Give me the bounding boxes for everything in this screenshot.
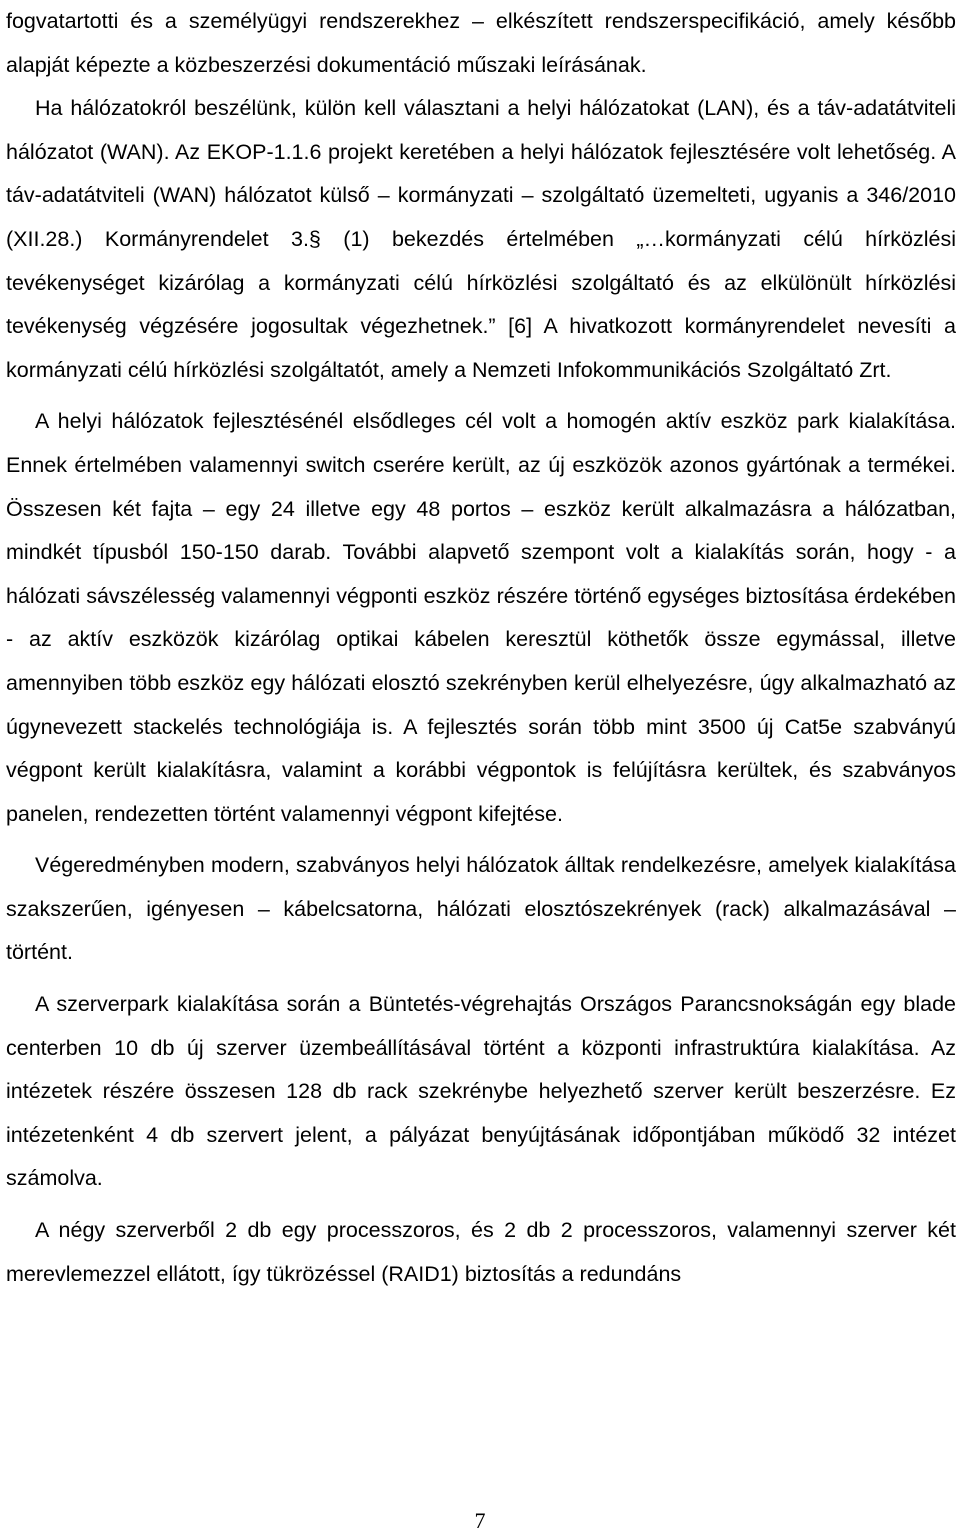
document-page — [6, 0, 956, 1537]
paragraph-server-park: A szerverpark kialakítása során a Büntetés-végrehajtás Országos Parancsnokságán egy blade centerben 10 db új szerver üzembeállításával történt a központi infrastruktúra kialakítása. Az intézetek részére összesen 128 db rack szekrénybe helyezhető szerver került beszerzésre. Ez intézetenként 4 db szervert jelent, a pályázat benyújtásának időpontjában működő 32 intézet számolva. — [6, 992, 956, 1191]
page-number: 7 — [474, 1508, 486, 1533]
paragraph-networks: Ha hálózatokról beszélünk, külön kell választani a helyi hálózatokat (LAN), és a táv-adatátviteli hálózatot (WAN). Az EKOP-1.1.6 projekt keretében a helyi hálózatok fejlesztésére volt lehetőség. A táv-adatátviteli (WAN) hálózatot külső – kormányzati – szolgáltató üzemelteti, ugyanis a 346/2010 (XII.28.) Kormányrendelet 3.§ (1) bekezdés értelmében „…kormányzati célú hírközlési tevékenységet kizárólag a kormányzati célú hírközlési szolgáltató és az elkülönült hírközlési tevékenység végzésére jogosultak végezhetnek.” [6] A hivatkozott kormányrendelet nevesíti a kormányzati célú hírközlési szolgáltatót, amely a Nemzeti Infokommunikációs Szolgáltató Zrt. — [6, 96, 956, 382]
document-body — [6, 0, 956, 1296]
paragraph-result: Végeredményben modern, szabványos helyi hálózatok álltak rendelkezésre, amelyek kialakítása szakszerűen, igényesen – kábelcsatorna, hálózati elosztószekrények (rack) alkalmazásával – történt. — [6, 853, 956, 965]
paragraph-continuation: fogvatartotti és a személyügyi rendszerekhez – elkészített rendszerspecifikáció, amely később alapját képezte a közbeszerzési dokumentáció műszaki leírásának. — [6, 9, 956, 77]
paragraph-local-networks: A helyi hálózatok fejlesztésénél elsődleges cél volt a homogén aktív eszköz park kialakítása. Ennek értelmében valamennyi switch cserére került, az új eszközök azonos gyártónak a termékei. Összesen két fajta – egy 24 illetve egy 48 portos – eszköz került alkalmazásra a hálózatban, mindkét típusból 150-150 darab. További alapvető szempont volt a kialakítás során, hogy - a hálózati sávszélesség valamennyi végponti eszköz részére történő egységes biztosítása érdekében - az aktív eszközök kizárólag optikai kábelen keresztül köthetők össze egymással, illetve amennyiben több eszköz egy hálózati elosztó szekrényben kerül elhelyezésre, úgy alkalmazható az úgynevezett stackelés technológiája is. A fejlesztés során több mint 3500 új Cat5e szabványú végpont került kialakításra, valamint a korábbi végpontok is felújításra kerültek, és szabványos panelen, rendezetten történt valamennyi végpont kifejtése. — [6, 409, 956, 826]
paragraph-servers: A négy szerverből 2 db egy processzoros, és 2 db 2 processzoros, valamennyi szerver két merevlemezzel ellátott, így tükrözéssel (RAID1) biztosítás a redundáns — [6, 1218, 956, 1286]
